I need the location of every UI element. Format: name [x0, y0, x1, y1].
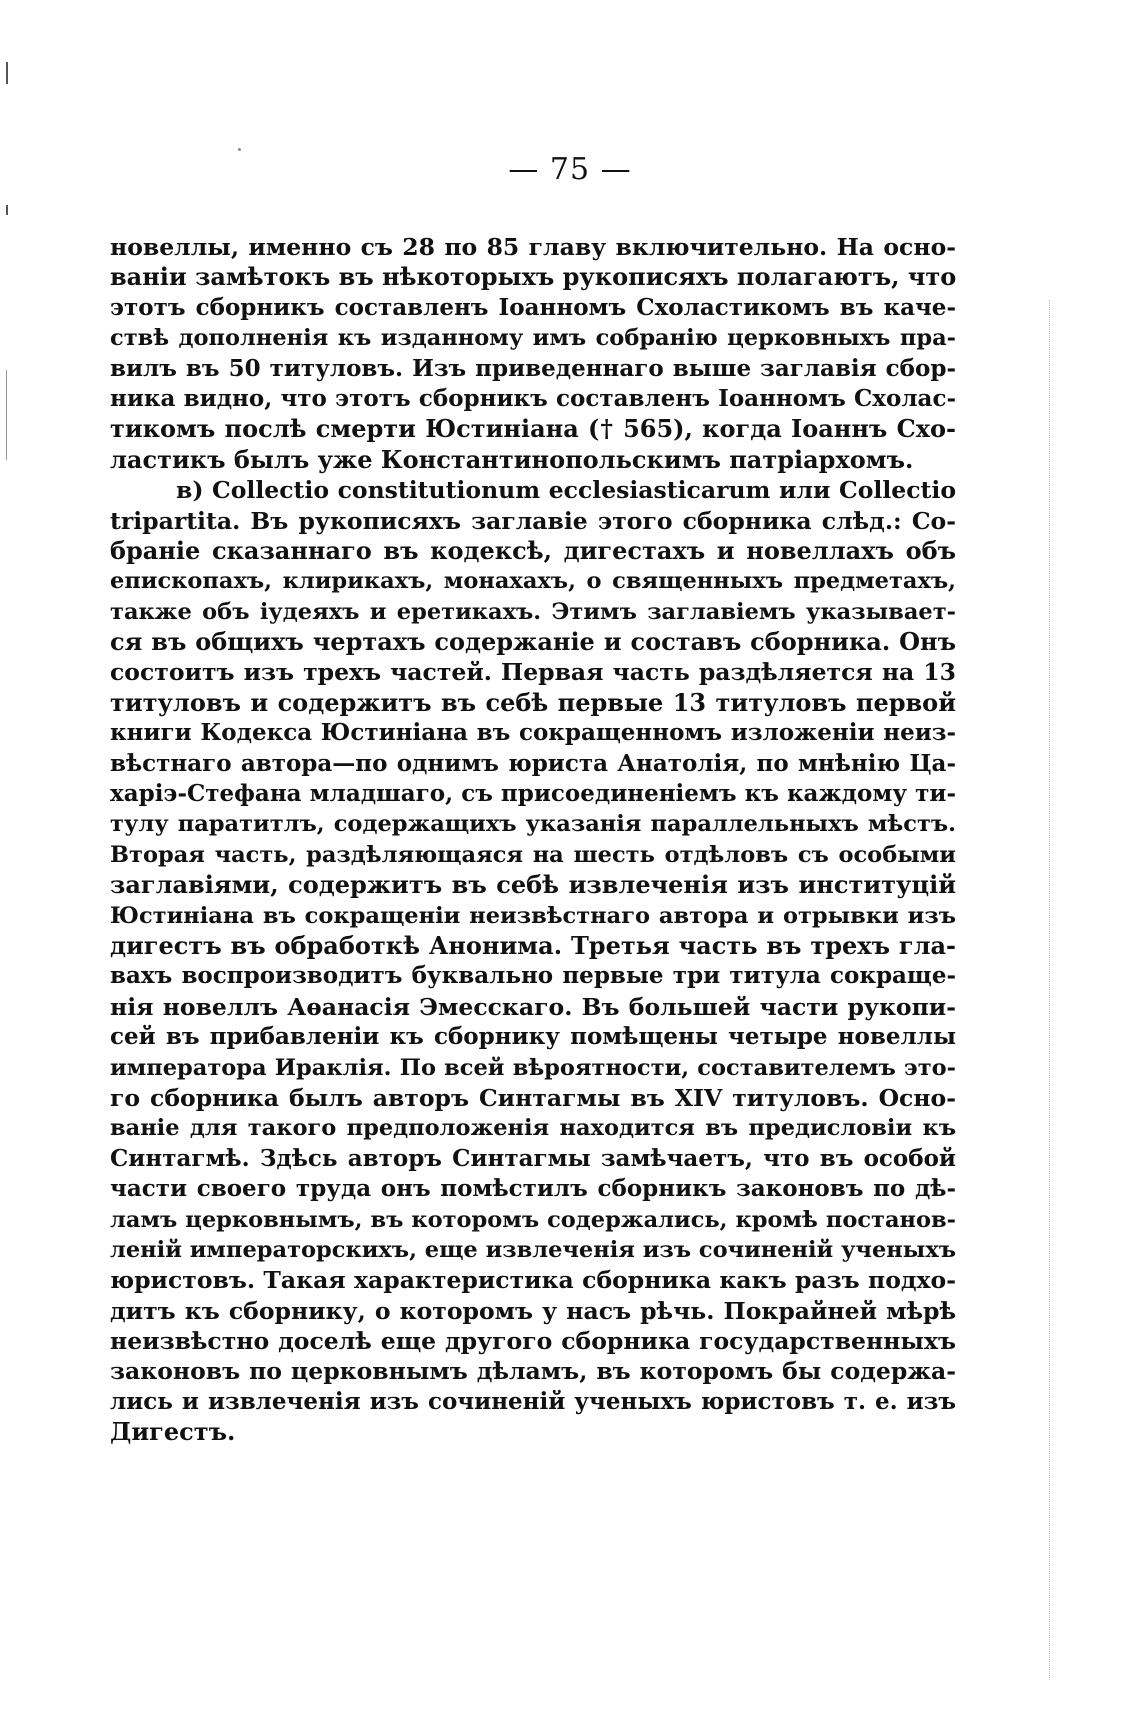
text-line: вѣстнаго автора—по однимъ юриста Анатолія, по мнѣнію Ца-: [110, 749, 956, 777]
text-line: также объ іудеяхъ и еретикахъ. Этимъ заглавіемъ указывает-: [110, 598, 956, 625]
text-line: ся въ общихъ чертахъ содержаніе и составъ сборника. Онъ: [110, 627, 956, 657]
text-line: неизвѣстно доселѣ еще другого сборника государственныхъ: [110, 1327, 956, 1356]
text-line: вилъ въ 50 титуловъ. Изъ приведеннаго выше заглавія сбор-: [110, 354, 956, 382]
text-line: состоитъ изъ трехъ частей. Первая часть раздѣляется на 13: [110, 658, 956, 687]
text-line: Юстиніана въ сокращеніи неизвѣстнаго автора и отрывки изъ: [110, 902, 956, 929]
text-line: ника видно, что этотъ сборникъ составленъ Іоанномъ Схолас-: [110, 384, 956, 412]
text-line: вахъ воспроизводитъ буквально первые три титула сокраще-: [110, 962, 956, 990]
text-line: Дигестъ.: [110, 1417, 236, 1447]
text-line: дитъ къ сборнику, о которомъ у насъ рѣчь. Покрайней мѣрѣ: [110, 1296, 956, 1325]
text-line: епископахъ, клирикахъ, монахахъ, о священныхъ предметахъ,: [110, 568, 956, 595]
scan-edge-shadow: [1048, 300, 1050, 1680]
section-heading-line: в) Collectio constitutionum ecclesiasticarum или Collectio: [176, 476, 956, 505]
text-line: ваніи замѣтокъ въ нѣкоторыхъ рукописяхъ полагаютъ, что: [110, 262, 956, 292]
body-text: [110, 232, 956, 1448]
text-line: ламъ церковнымъ, въ которомъ содержались, кромѣ постанов-: [110, 1206, 956, 1233]
page-number: — 75 —: [508, 152, 632, 187]
text-line: лись и извлеченія изъ сочиненій ученыхъ юристовъ т. е. изъ: [110, 1387, 956, 1415]
scan-margin-mark: [6, 205, 8, 215]
text-line: леній императорскихъ, еще извлеченія изъ сочиненій ученыхъ: [110, 1236, 956, 1263]
text-line: нія новеллъ Аѳанасія Эмесскаго. Въ большей части рукопи-: [110, 992, 956, 1021]
text-line: ластикъ былъ уже Константинопольскимъ патріархомъ.: [110, 444, 914, 474]
text-line: браніе сказаннаго въ кодексѣ, дигестахъ и новеллахъ объ: [110, 535, 956, 565]
text-line: тулу паратитлъ, содержащихъ указанія параллельныхъ мѣстъ.: [110, 811, 956, 838]
text-line: юристовъ. Такая характеристика сборника какъ разъ подхо-: [110, 1266, 956, 1295]
text-line: ствѣ дополненія къ изданному имъ собранію церковныхъ пра-: [110, 325, 956, 352]
text-line: сей въ прибавленіи къ сборнику помѣщены четыре новеллы: [110, 1023, 956, 1051]
text-line: императора Ираклія. По всей вѣроятности, составителемъ это-: [110, 1054, 956, 1081]
scan-margin-mark: [6, 62, 8, 84]
text-line: дигестъ въ обработкѣ Анонима. Третья часть въ трехъ гла-: [110, 930, 956, 960]
text-line: этотъ сборникъ составленъ Іоанномъ Схоластикомъ въ каче-: [110, 293, 956, 321]
text-line: тикомъ послѣ смерти Юстиніана († 565), когда Іоаннъ Схо-: [110, 414, 956, 444]
text-line: ваніе для такого предположенія находится въ предисловіи къ: [110, 1115, 956, 1142]
text-line: законовъ по церковнымъ дѣламъ, въ которомъ бы содержа-: [110, 1357, 956, 1386]
scan-margin-mark: [6, 370, 7, 460]
text-line: Синтагмѣ. Здѣсь авторъ Синтагмы замѣчаетъ, что въ особой: [110, 1144, 956, 1172]
text-line: заглавіями, содержитъ въ себѣ извлеченія изъ институцій: [110, 870, 956, 900]
text-line: части своего труда онъ помѣстилъ сборникъ законовъ по дѣ-: [110, 1175, 956, 1203]
text-line: книги Кодекса Юстиніана въ сокращенномъ изложеніи неиз-: [110, 719, 956, 747]
text-line: харіэ-Стефана младшаго, съ присоединеніемъ къ каждому ти-: [110, 780, 956, 808]
text-line: Вторая часть, раздѣляющаяся на шесть отдѣловъ съ особыми: [110, 841, 956, 868]
text-line: tripartita. Въ рукописяхъ заглавіе этого сборника слѣд.: Со-: [110, 506, 956, 535]
text-line: титуловъ и содержитъ въ себѣ первые 13 титуловъ первой: [110, 687, 956, 717]
scan-speck: [238, 148, 241, 151]
text-line: го сборника былъ авторъ Синтагмы въ XIV титуловъ. Осно-: [110, 1083, 956, 1112]
text-line: новеллы, именно съ 28 по 85 главу включительно. На осно-: [110, 233, 956, 261]
